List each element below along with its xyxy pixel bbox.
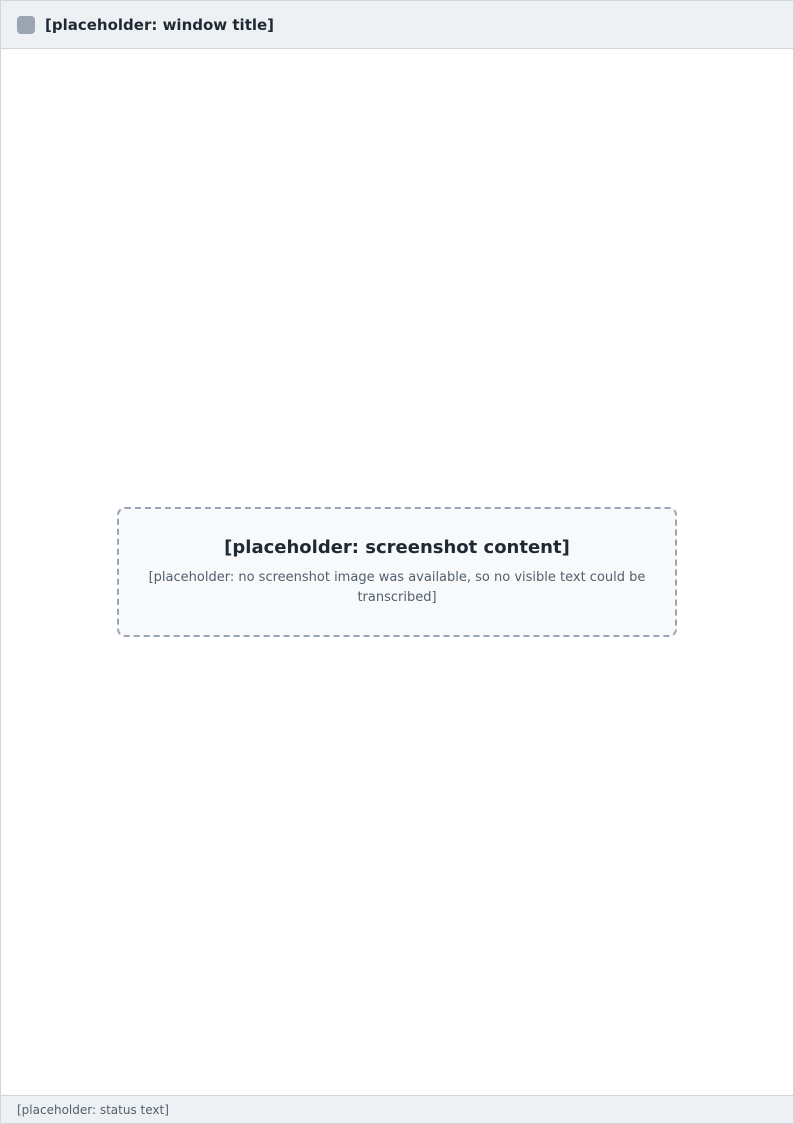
app-icon [17,16,35,34]
main-content [1,49,793,1095]
window-title: [placeholder: window title] [45,15,275,34]
placeholder-body: [placeholder: no screenshot image was available, so no visible text could be transcribed] [148,570,646,605]
content-placeholder [117,507,677,637]
title-bar [1,1,793,49]
placeholder-heading: [placeholder: screenshot content] [224,537,570,558]
status-text: [placeholder: status text] [17,1102,169,1117]
status-bar [1,1095,793,1123]
